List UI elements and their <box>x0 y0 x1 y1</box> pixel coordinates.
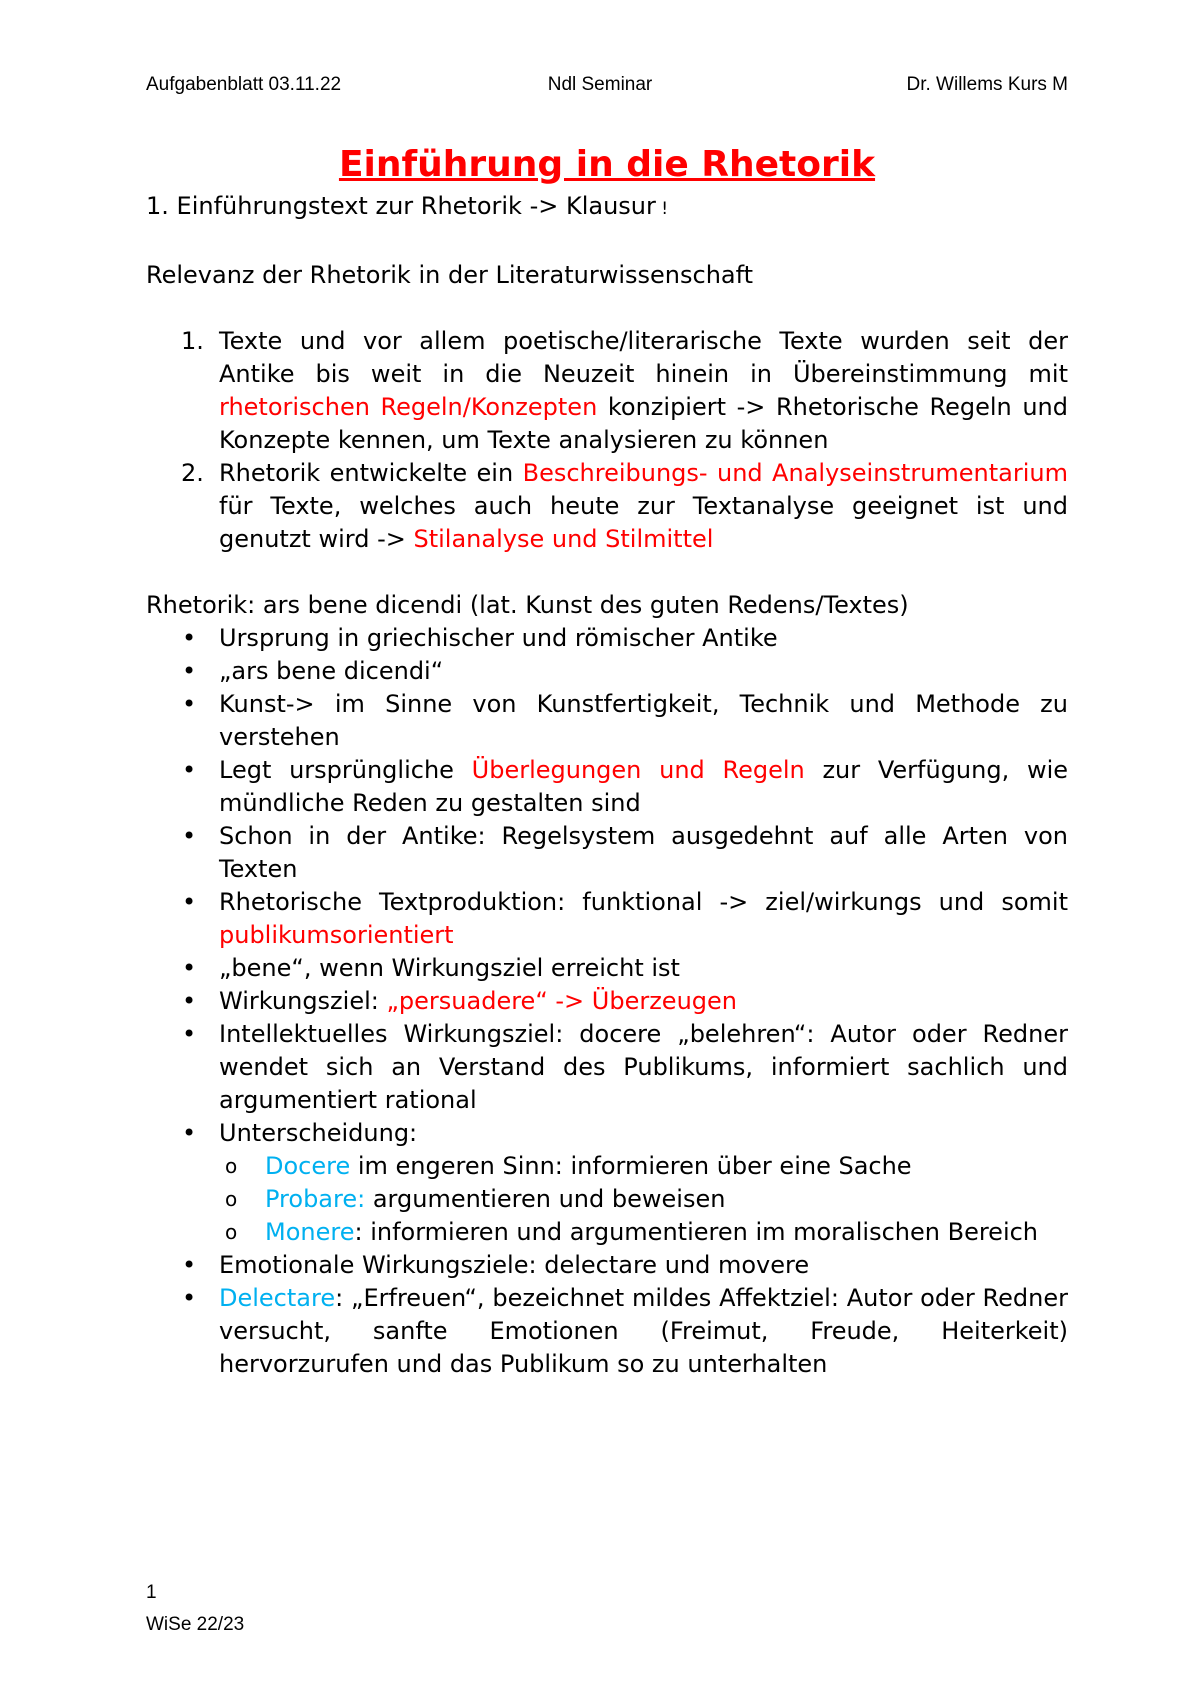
bullet-marker: • <box>182 657 197 685</box>
bullet-marker: • <box>182 822 197 850</box>
circle-bullet-icon: o <box>225 1154 238 1178</box>
spacer <box>146 556 1068 589</box>
list-item <box>146 985 1068 1018</box>
header-right: Dr. Willems Kurs M <box>906 74 1068 95</box>
spacer <box>146 292 1068 325</box>
highlight-text: Beschreibungs- und Analyseinstrumentarium <box>522 459 1069 487</box>
list-item <box>146 622 1068 655</box>
item-text: Texte und vor allem poetische/literarische Texte wurden seit der Antike bis weit in die Neuzeit hinein in Übereinstimmung mit <box>219 327 1068 388</box>
numbered-item <box>146 325 1068 457</box>
list-item <box>146 754 1068 820</box>
sub-list <box>219 1150 1068 1249</box>
bullet-list <box>146 622 1068 1381</box>
list-item <box>146 1117 1068 1249</box>
sub-list-item <box>219 1150 1068 1183</box>
item-text: argumentieren und beweisen <box>365 1185 726 1213</box>
list-item <box>146 688 1068 754</box>
numbered-item <box>146 457 1068 556</box>
list-item <box>146 820 1068 886</box>
highlight-text: rhetorischen Regeln/Konzepten <box>219 393 598 421</box>
bullet-marker: • <box>182 690 197 718</box>
item-text: Kunst-> im Sinne von Kunstfertigkeit, Technik und Methode zu verstehen <box>219 690 1068 751</box>
bullet-marker: • <box>182 1284 197 1312</box>
circle-bullet-icon: o <box>225 1187 238 1211</box>
list-item <box>146 1018 1068 1117</box>
list-item <box>146 1282 1068 1381</box>
numbered-list <box>146 325 1068 556</box>
bullet-marker: • <box>182 624 197 652</box>
term-text: Docere <box>265 1152 351 1180</box>
bullet-marker: • <box>182 1251 197 1279</box>
rhetorik-heading: Rhetorik: ars bene dicendi (lat. Kunst des guten Redens/Textes) <box>146 591 909 619</box>
item-text: „ars bene dicendi“ <box>219 657 444 685</box>
list-item <box>146 952 1068 985</box>
item-text: Schon in der Antike: Regelsystem ausgedehnt auf alle Arten von Texten <box>219 822 1068 883</box>
item-text: Ursprung in griechischer und römischer Antike <box>219 624 778 652</box>
intro-line <box>146 190 1068 226</box>
bullet-marker: • <box>182 954 197 982</box>
highlight-text: publikumsorientiert <box>219 921 454 949</box>
item-text: Rhetorische Textproduktion: funktional -> ziel/wirkungs und somit <box>219 888 1068 916</box>
header-left: Aufgabenblatt 03.11.22 <box>146 74 342 95</box>
bullet-marker: • <box>182 888 197 916</box>
highlight-text: Überlegungen und Regeln <box>471 756 805 784</box>
item-text: Rhetorik entwickelte ein <box>219 459 523 487</box>
document-body <box>146 142 1068 1381</box>
term-text: Probare: <box>265 1185 366 1213</box>
bullet-marker: • <box>182 1119 197 1147</box>
spacer <box>146 226 1068 259</box>
item-text: Wirkungsziel: <box>219 987 387 1015</box>
term-text: Monere <box>265 1218 355 1246</box>
list-item <box>146 886 1068 952</box>
item-text: zur Verfügung, wie mündliche Reden zu gestalten sind <box>219 756 1069 817</box>
footer-semester: WiSe 22/23 <box>146 1614 245 1635</box>
item-text: : „Erfreuen“, bezeichnet mildes Affektziel: Autor oder Redner versucht, sanfte Emotionen (Freimut, Freude, Heiterkeit) hervorzurufen und das Publikum so zu unterhalten <box>219 1284 1068 1378</box>
sub-list-item <box>219 1183 1068 1216</box>
bullet-marker: • <box>182 1020 197 1048</box>
item-text: Intellektuelles Wirkungsziel: docere „belehren“: Autor oder Redner wendet sich an Verstand des Publikums, informiert sachlich und argumentiert rational <box>219 1020 1068 1114</box>
page-number: 1 <box>146 1582 157 1603</box>
list-item <box>146 655 1068 688</box>
bullet-marker: • <box>182 756 197 784</box>
item-text: Legt ursprüngliche <box>219 756 472 784</box>
sub-list-item <box>219 1216 1068 1249</box>
item-text: konzipiert -> Rhetorische Regeln und Konzepte kennen, um Texte analysieren zu können <box>219 393 1068 454</box>
header-center: Ndl Seminar <box>547 74 653 95</box>
relevanz-heading: Relevanz der Rhetorik in der Literaturwissenschaft <box>146 261 754 289</box>
item-text: für Texte, welches auch heute zur Textanalyse geeignet ist und genutzt wird -> <box>219 492 1068 553</box>
item-text: im engeren Sinn: informieren über eine Sache <box>350 1152 912 1180</box>
intro-text: 1. Einführungstext zur Rhetorik -> Klausur <box>146 192 656 220</box>
intro-mark: ! <box>655 199 669 219</box>
list-item <box>146 1249 1068 1282</box>
highlight-text: „persuadere“ -> Überzeugen <box>386 987 737 1015</box>
list-number: 2. <box>181 459 204 487</box>
circle-bullet-icon: o <box>225 1220 238 1244</box>
term-text: Delectare <box>219 1284 336 1312</box>
item-text: Unterscheidung: <box>219 1119 418 1147</box>
item-text: Emotionale Wirkungsziele: delectare und movere <box>219 1251 810 1279</box>
page-title: Einführung in die Rhetorik <box>338 144 876 185</box>
highlight-text: Stilanalyse und Stilmittel <box>413 525 714 553</box>
bullet-marker: • <box>182 987 197 1015</box>
list-number: 1. <box>181 327 204 355</box>
item-text: „bene“, wenn Wirkungsziel erreicht ist <box>219 954 680 982</box>
item-text: : informieren und argumentieren im moralischen Bereich <box>354 1218 1039 1246</box>
